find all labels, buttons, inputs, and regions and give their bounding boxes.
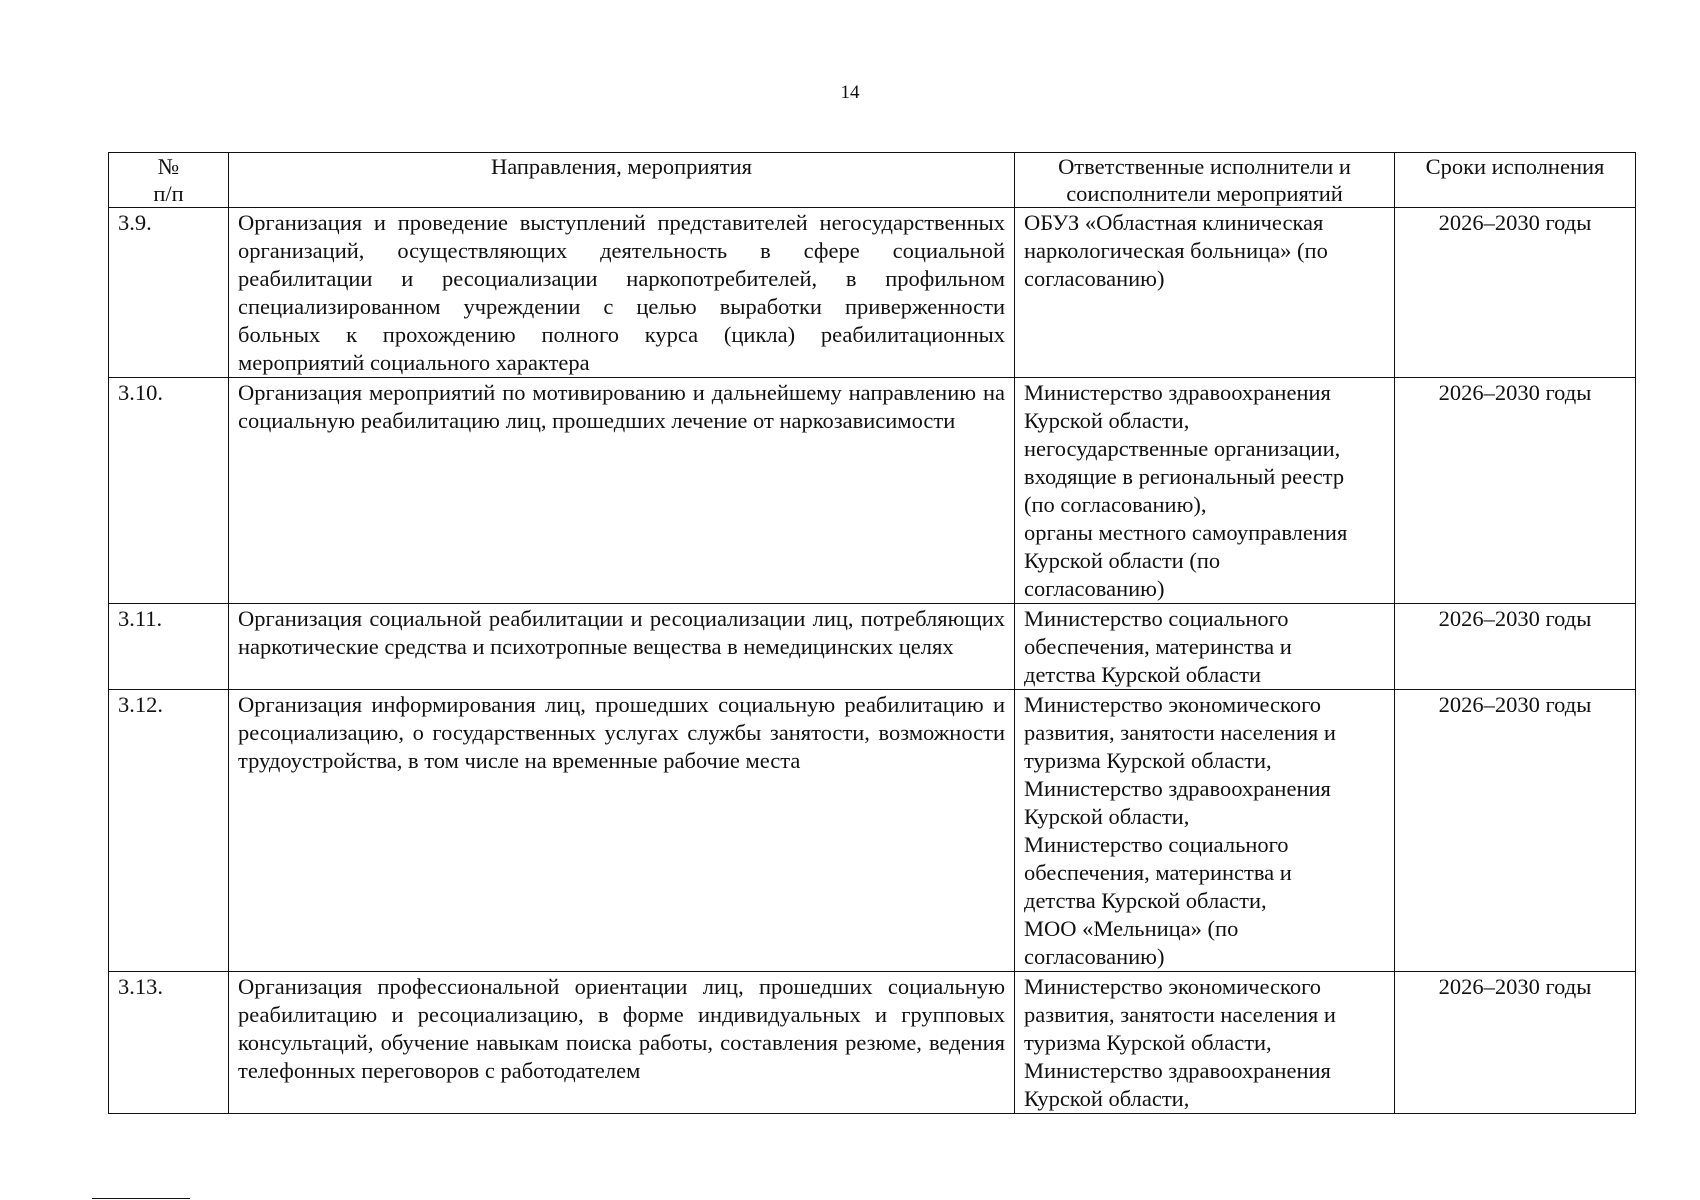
responsible-line: органы местного самоуправления	[1024, 520, 1348, 545]
row-responsible	[1015, 972, 1395, 1114]
header-activity: Направления, мероприятия	[229, 153, 1015, 208]
footnote-rule	[92, 1198, 190, 1199]
header-num-line: п/п	[153, 181, 184, 206]
row-responsible	[1015, 208, 1395, 378]
header-num-line: №	[157, 154, 180, 179]
row-responsible	[1015, 604, 1395, 690]
responsible-line: наркологическая больница» (по	[1024, 238, 1328, 263]
table-row	[109, 972, 1636, 1114]
row-number: 3.10.	[109, 378, 229, 604]
table-row	[109, 208, 1636, 378]
row-number: 3.13.	[109, 972, 229, 1114]
row-term: 2026–2030 годы	[1395, 690, 1636, 972]
responsible-line: развития, занятости населения и	[1024, 1002, 1336, 1027]
responsible-line: обеспечения, материнства и	[1024, 634, 1292, 659]
row-activity: Организация социальной реабилитации и ресоциализации лиц, потребляющих наркотические средства и психотропные вещества в немедицинских целях	[229, 604, 1015, 690]
responsible-line: обеспечения, материнства и	[1024, 860, 1292, 885]
header-responsible-line: Ответственные исполнители и	[1058, 154, 1351, 179]
table-row	[109, 690, 1636, 972]
responsible-line: детства Курской области	[1024, 662, 1262, 687]
row-responsible	[1015, 690, 1395, 972]
responsible-line: Министерство экономического	[1024, 692, 1321, 717]
responsible-line: МОО «Мельница» (по	[1024, 916, 1239, 941]
responsible-line: входящие в региональный реестр	[1024, 464, 1345, 489]
responsible-line: Министерство здравоохранения	[1024, 1058, 1331, 1083]
responsible-line: (по согласованию),	[1024, 492, 1207, 517]
responsible-line: Министерство экономического	[1024, 974, 1321, 999]
responsible-line: согласованию)	[1024, 266, 1165, 291]
responsible-line: Курской области,	[1024, 408, 1190, 433]
table-header-row	[109, 153, 1636, 208]
row-term: 2026–2030 годы	[1395, 378, 1636, 604]
responsible-line: туризма Курской области,	[1024, 1030, 1272, 1055]
page-number: 14	[840, 82, 860, 103]
responsible-line: согласованию)	[1024, 576, 1165, 601]
header-term: Сроки исполнения	[1395, 153, 1636, 208]
responsible-line: Курской области,	[1024, 1086, 1190, 1111]
responsible-line: Курской области,	[1024, 804, 1190, 829]
row-number: 3.12.	[109, 690, 229, 972]
responsible-line: согласованию)	[1024, 944, 1165, 969]
table-body	[109, 208, 1636, 1114]
row-responsible	[1015, 378, 1395, 604]
responsible-line: негосударственные организации,	[1024, 436, 1341, 461]
row-term: 2026–2030 годы	[1395, 972, 1636, 1114]
header-responsible	[1015, 153, 1395, 208]
responsible-line: Министерство здравоохранения	[1024, 776, 1331, 801]
row-activity: Организация и проведение выступлений представителей негосударственных организаций, осуществляющих деятельность в сфере социальной реабилитации и ресоциализации наркопотребителей, в профильном специализированном учреждении с целью выработки приверженности больных к прохождению полного курса (цикла) реабилитационных мероприятий социального характера	[229, 208, 1015, 378]
responsible-line: Курской области (по	[1024, 548, 1221, 573]
row-term: 2026–2030 годы	[1395, 208, 1636, 378]
responsible-line: детства Курской области,	[1024, 888, 1267, 913]
responsible-line: туризма Курской области,	[1024, 748, 1272, 773]
row-activity: Организация мероприятий по мотивированию и дальнейшему направлению на социальную реабилитацию лиц, прошедших лечение от наркозависимости	[229, 378, 1015, 604]
responsible-line: ОБУЗ «Областная клиническая	[1024, 210, 1324, 235]
table-row	[109, 378, 1636, 604]
responsible-line: Министерство социального	[1024, 606, 1289, 631]
responsible-line: Министерство социального	[1024, 832, 1289, 857]
row-activity: Организация профессиональной ориентации лиц, прошедших социальную реабилитацию и ресоциализацию, в форме индивидуальных и групповых консультаций, обучение навыкам поиска работы, составления резюме, ведения телефонных переговоров с работодателем	[229, 972, 1015, 1114]
row-term: 2026–2030 годы	[1395, 604, 1636, 690]
responsible-line: развития, занятости населения и	[1024, 720, 1336, 745]
row-activity: Организация информирования лиц, прошедших социальную реабилитацию и ресоциализацию, о государственных услугах службы занятости, возможности трудоустройства, в том числе на временные рабочие места	[229, 690, 1015, 972]
table-row	[109, 604, 1636, 690]
row-number: 3.9.	[109, 208, 229, 378]
responsible-line: Министерство здравоохранения	[1024, 380, 1331, 405]
activities-table	[108, 152, 1636, 1114]
header-num	[109, 153, 229, 208]
header-responsible-line: соисполнители мероприятий	[1066, 181, 1343, 206]
row-number: 3.11.	[109, 604, 229, 690]
